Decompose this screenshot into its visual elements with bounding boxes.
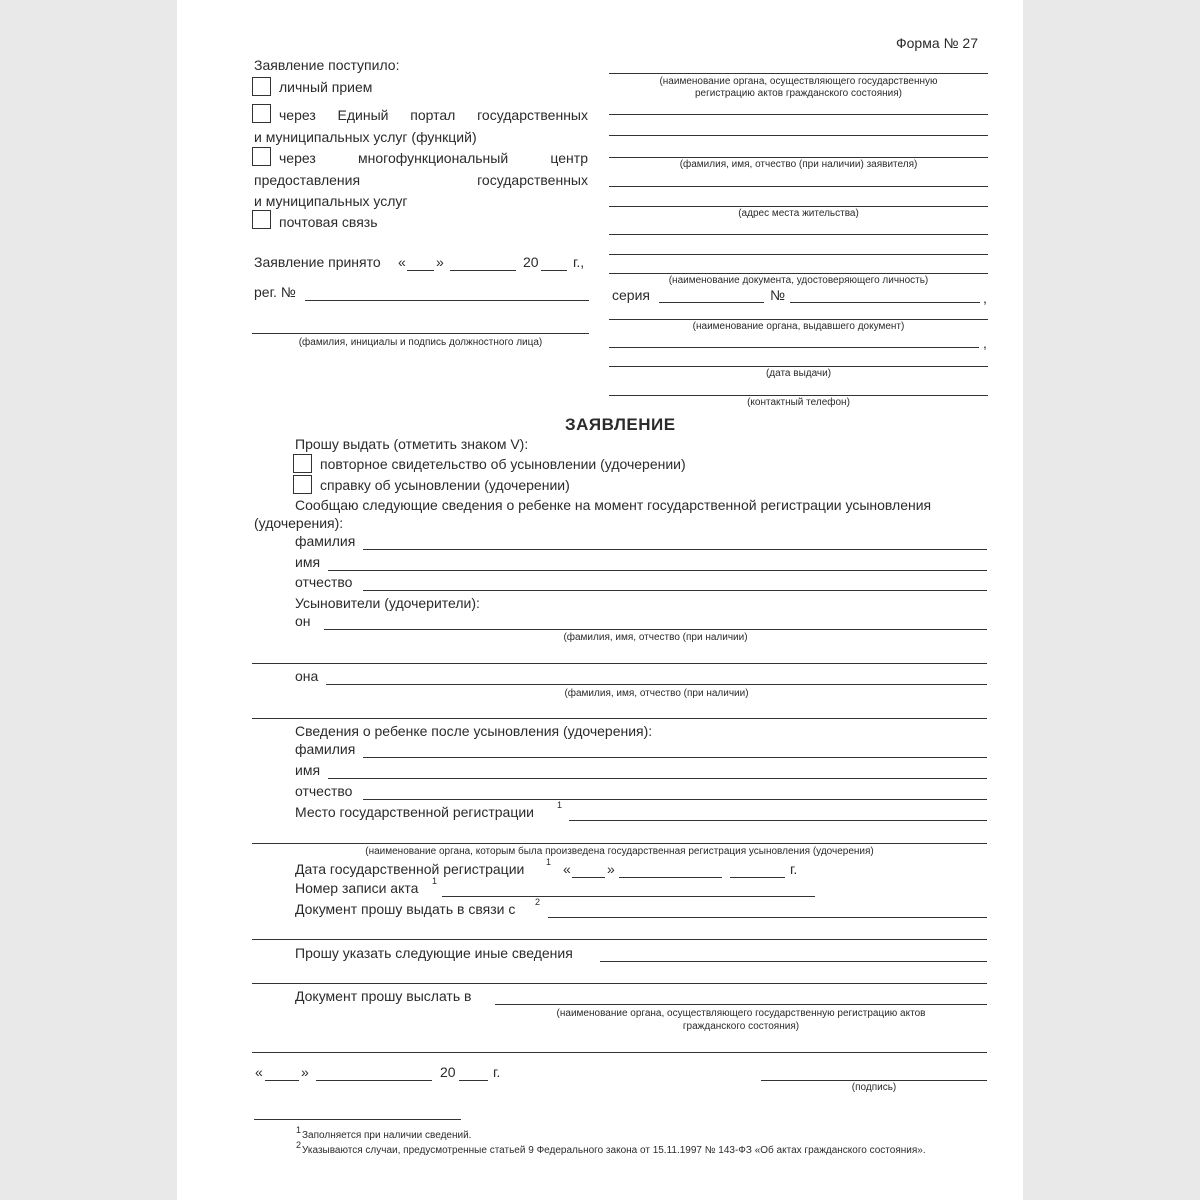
phone-caption: (контактный телефон)	[747, 397, 850, 408]
address-field-1[interactable]	[609, 186, 988, 187]
reg-date-footnote-ref: 1	[546, 857, 552, 867]
reg-place-field[interactable]	[569, 820, 987, 821]
adopter-he-field-2[interactable]	[252, 663, 987, 664]
reason-footnote-ref: 2	[535, 897, 541, 907]
issuer-comma: ,	[983, 335, 987, 351]
send-to-label: Документ прошу выслать в	[295, 988, 472, 1004]
request-intro: Прошу выдать (отметить знаком V):	[295, 436, 529, 452]
record-number-field[interactable]	[442, 896, 815, 897]
reason-field[interactable]	[548, 917, 987, 918]
intake-personal-checkbox[interactable]	[252, 77, 271, 96]
child-after-name-label: имя	[295, 762, 321, 778]
adopters-heading: Усыновители (удочерители):	[295, 595, 480, 611]
sign-quote-open: «	[255, 1064, 263, 1080]
child-after-patronymic-field[interactable]	[363, 799, 987, 800]
address-field-2[interactable]	[609, 206, 988, 207]
send-to-field-2[interactable]	[252, 1052, 987, 1053]
footnote-separator	[254, 1119, 461, 1120]
id-doc-field-2[interactable]	[609, 273, 988, 274]
org-name-field[interactable]	[609, 73, 988, 74]
reg-date-year-field[interactable]	[730, 877, 785, 878]
id-doc-caption: (наименование документа, удостоверяющего личность)	[668, 275, 929, 286]
adopter-she-caption: (фамилия, имя, отчество (при наличии)	[564, 688, 749, 699]
footnote-2-number: 2	[296, 1140, 302, 1150]
applicant-signature-caption: (подпись)	[851, 1082, 897, 1093]
series-field[interactable]	[659, 302, 764, 303]
series-label: серия	[612, 287, 650, 303]
repeat-certificate-label: повторное свидетельство об усыновлении (удочерении)	[320, 456, 686, 472]
accepted-label: Заявление принято	[254, 254, 381, 270]
accepted-year-field[interactable]	[541, 270, 567, 271]
address-caption: (адрес места жительства)	[738, 208, 859, 219]
child-after-heading: Сведения о ребенке после усыновления (удочерения):	[295, 723, 653, 739]
reg-place-caption: (наименование органа, которым была произведена государственная регистрация усыновления (удочерения)	[365, 846, 874, 857]
number-label: №	[770, 287, 786, 303]
doc-number-field[interactable]	[790, 302, 980, 303]
reg-number-label: рег. №	[254, 284, 296, 300]
org-caption-2: регистрацию актов гражданского состояния)	[695, 88, 902, 99]
accepted-quote-open: «	[398, 254, 406, 270]
adoption-reference-checkbox[interactable]	[293, 475, 312, 494]
send-to-caption-1: (наименование органа, осуществляющего государственную регистрацию актов	[556, 1008, 926, 1019]
phone-field[interactable]	[609, 395, 988, 396]
issuer-field-1[interactable]	[609, 319, 988, 320]
intake-portal-checkbox[interactable]	[252, 104, 271, 123]
address-field-3[interactable]	[609, 234, 988, 235]
applicant-field-1[interactable]	[609, 114, 988, 115]
intake-mfc-label-3: и муниципальных услуг	[254, 193, 408, 209]
footnote-1-text: Заполняется при наличии сведений.	[302, 1130, 472, 1141]
adopter-he-field[interactable]	[324, 629, 987, 630]
footnote-2-text: Указываются случаи, предусмотренные статьей 9 Федерального закона от 15.11.1997 № 143-ФЗ «Об актах гражданского состояния».	[302, 1145, 926, 1156]
adopter-he-label: он	[295, 613, 311, 629]
issuer-field-2[interactable]	[609, 347, 979, 348]
adopter-she-label: она	[295, 668, 319, 684]
applicant-field-2[interactable]	[609, 135, 988, 136]
intake-personal-label: личный прием	[279, 79, 373, 95]
intake-mail-checkbox[interactable]	[252, 210, 271, 229]
reg-date-suffix: г.	[790, 861, 798, 877]
issuer-caption: (наименование органа, выдавшего документ)	[692, 321, 905, 332]
sign-year-field[interactable]	[459, 1080, 488, 1081]
applicant-field-3[interactable]	[609, 157, 988, 158]
sign-month-field[interactable]	[316, 1080, 432, 1081]
reg-place-footnote-ref: 1	[557, 800, 563, 810]
accepted-month-field[interactable]	[450, 270, 516, 271]
report-line-1: Сообщаю следующие сведения о ребенке на момент государственной регистрации усыновления	[295, 497, 932, 513]
applicant-caption: (фамилия, имя, отчество (при наличии) заявителя)	[679, 159, 918, 170]
adopter-he-caption: (фамилия, имя, отчество (при наличии)	[563, 632, 748, 643]
issue-date-field[interactable]	[609, 366, 988, 367]
form-number: Форма № 27	[896, 35, 978, 51]
send-to-field[interactable]	[495, 1004, 987, 1005]
child-after-patronymic-label: отчество	[295, 783, 353, 799]
reg-date-month-field[interactable]	[619, 877, 722, 878]
official-signature-field[interactable]	[252, 333, 589, 334]
document-title: ЗАЯВЛЕНИЕ	[565, 415, 676, 434]
accepted-quote-close: »	[436, 254, 444, 270]
official-caption: (фамилия, инициалы и подпись должностного лица)	[298, 337, 543, 348]
record-number-label: Номер записи акта	[295, 880, 419, 896]
reg-date-quote-close: »	[607, 861, 615, 877]
adopter-she-field[interactable]	[326, 684, 987, 685]
accepted-year-suffix: г.,	[573, 254, 585, 270]
adopter-she-field-2[interactable]	[252, 718, 987, 719]
other-info-field-2[interactable]	[252, 983, 987, 984]
intake-portal-label-2: и муниципальных услуг (функций)	[254, 129, 477, 145]
accepted-day-field[interactable]	[407, 270, 434, 271]
applicant-signature-field[interactable]	[761, 1080, 987, 1081]
child-surname-field[interactable]	[363, 549, 987, 550]
other-info-label: Прошу указать следующие иные сведения	[295, 945, 573, 961]
send-to-caption-2: гражданского состояния)	[682, 1021, 800, 1032]
org-caption-1: (наименование органа, осуществляющего государственную	[659, 76, 938, 87]
sign-year-prefix: 20	[440, 1064, 456, 1080]
report-line-2: (удочерения):	[254, 515, 344, 531]
sign-day-field[interactable]	[265, 1080, 299, 1081]
issue-date-caption: (дата выдачи)	[765, 368, 832, 379]
intake-portal-label-1: через Единый портал государственных	[279, 107, 588, 123]
reg-date-quote-open: «	[563, 861, 571, 877]
reg-date-day-field[interactable]	[572, 877, 605, 878]
intake-mfc-checkbox[interactable]	[252, 147, 271, 166]
id-doc-field-1[interactable]	[609, 254, 988, 255]
intake-heading: Заявление поступило:	[254, 57, 400, 73]
repeat-certificate-checkbox[interactable]	[293, 454, 312, 473]
child-name-label: имя	[295, 554, 321, 570]
form-page	[177, 0, 1023, 1200]
reason-field-2[interactable]	[252, 939, 987, 940]
adoption-reference-label: справку об усыновлении (удочерении)	[320, 477, 570, 493]
sign-quote-close: »	[301, 1064, 309, 1080]
intake-mfc-label-2: предоставления государственных	[254, 172, 588, 188]
reason-label: Документ прошу выдать в связи с	[295, 901, 516, 917]
reg-place-label: Место государственной регистрации	[295, 804, 534, 820]
accepted-year-prefix: 20	[523, 254, 539, 270]
series-comma: ,	[983, 290, 987, 306]
record-number-footnote-ref: 1	[432, 876, 438, 886]
reg-number-field[interactable]	[305, 300, 589, 301]
reg-place-field-2[interactable]	[252, 843, 987, 844]
intake-mfc-label-1: через многофункциональный центр	[279, 150, 588, 166]
reg-date-label: Дата государственной регистрации	[295, 861, 525, 877]
footnote-1-number: 1	[296, 1125, 302, 1135]
intake-mail-label: почтовая связь	[279, 214, 378, 230]
child-surname-label: фамилия	[295, 533, 356, 549]
child-name-field[interactable]	[328, 570, 987, 571]
child-patronymic-field[interactable]	[363, 590, 987, 591]
child-after-name-field[interactable]	[328, 778, 987, 779]
child-after-surname-field[interactable]	[363, 757, 987, 758]
sign-year-suffix: г.	[493, 1064, 501, 1080]
other-info-field[interactable]	[600, 961, 987, 962]
child-patronymic-label: отчество	[295, 574, 353, 590]
child-after-surname-label: фамилия	[295, 741, 356, 757]
